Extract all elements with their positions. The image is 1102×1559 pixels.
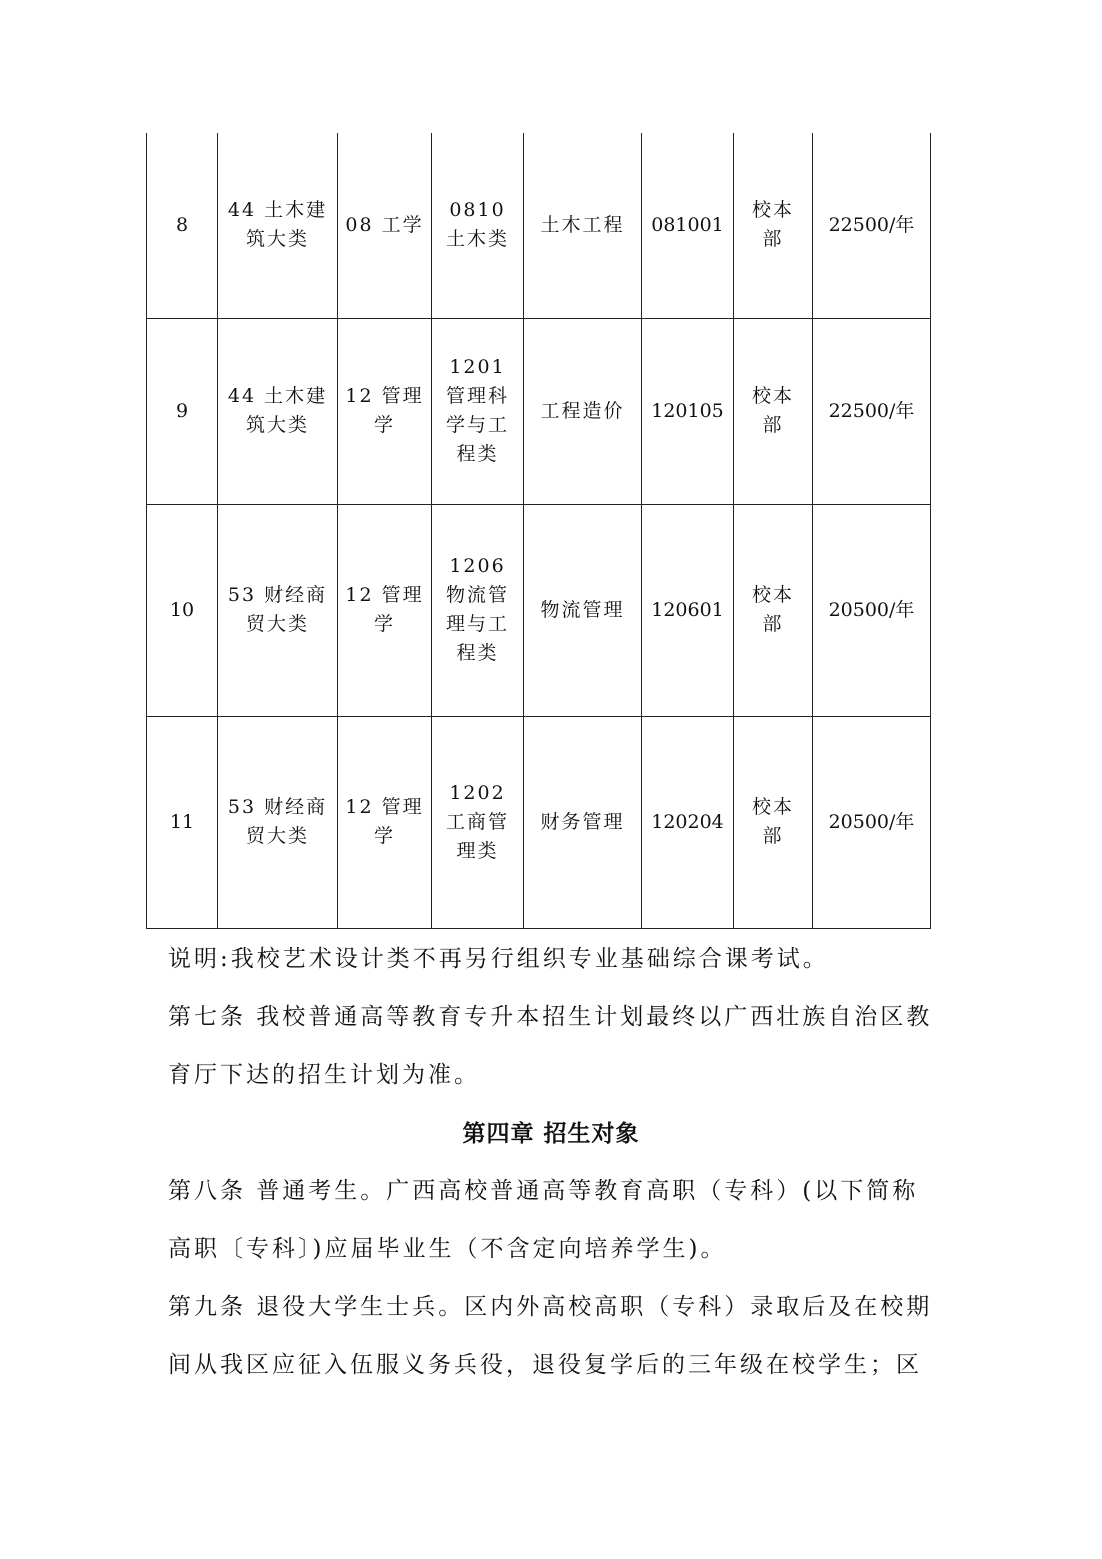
cell-category: 44 土木建 筑大类 bbox=[218, 133, 338, 318]
cell-code: 120601 bbox=[642, 504, 734, 716]
cell-class: 1202 工商管 理类 bbox=[432, 716, 524, 928]
cell-fee: 22500/年 bbox=[813, 318, 931, 504]
cell-discipline: 08 工学 bbox=[338, 133, 432, 318]
cell-category: 44 土木建 筑大类 bbox=[218, 318, 338, 504]
cell-no: 10 bbox=[147, 504, 218, 716]
cell-major: 财务管理 bbox=[524, 716, 642, 928]
article-7-paragraph: 第七条 我校普通高等教育专升本招生计划最终以广西壮族自治区教育厅下达的招生计划为准。 bbox=[168, 1004, 933, 1088]
cell-campus: 校本 部 bbox=[734, 133, 813, 318]
cell-campus: 校本 部 bbox=[734, 716, 813, 928]
cell-category: 53 财经商 贸大类 bbox=[218, 716, 338, 928]
table-row bbox=[147, 504, 931, 716]
cell-no: 8 bbox=[147, 133, 218, 318]
cell-major: 物流管理 bbox=[524, 504, 642, 716]
cell-code: 120105 bbox=[642, 318, 734, 504]
cell-category: 53 财经商 贸大类 bbox=[218, 504, 338, 716]
note-paragraph: 说明:我校艺术设计类不再另行组织专业基础综合课考试。 bbox=[168, 946, 829, 972]
table-row bbox=[147, 716, 931, 928]
cell-class: 0810 土木类 bbox=[432, 133, 524, 318]
cell-major: 工程造价 bbox=[524, 318, 642, 504]
cell-no: 9 bbox=[147, 318, 218, 504]
cell-code: 120204 bbox=[642, 716, 734, 928]
article-9-paragraph: 第九条 退役大学生士兵。区内外高校高职（专科）录取后及在校期间从我区应征入伍服义务兵役，退役复学后的三年级在校学生；区 bbox=[168, 1294, 933, 1378]
chapter-title: 第四章 招生对象 bbox=[462, 1121, 640, 1147]
cell-fee: 22500/年 bbox=[813, 133, 931, 318]
cell-fee: 20500/年 bbox=[813, 504, 931, 716]
cell-discipline: 12 管理 学 bbox=[338, 504, 432, 716]
cell-fee: 20500/年 bbox=[813, 716, 931, 928]
cell-campus: 校本 部 bbox=[734, 318, 813, 504]
cell-code: 081001 bbox=[642, 133, 734, 318]
cell-class: 1206 物流管 理与工 程类 bbox=[432, 504, 524, 716]
admission-plan-table bbox=[146, 133, 931, 929]
cell-discipline: 12 管理 学 bbox=[338, 716, 432, 928]
cell-discipline: 12 管理 学 bbox=[338, 318, 432, 504]
cell-major: 土木工程 bbox=[524, 133, 642, 318]
cell-class: 1201 管理科 学与工 程类 bbox=[432, 318, 524, 504]
cell-no: 11 bbox=[147, 716, 218, 928]
cell-campus: 校本 部 bbox=[734, 504, 813, 716]
table-row bbox=[147, 318, 931, 504]
table-row bbox=[147, 133, 931, 318]
article-8-paragraph: 第八条 普通考生。广西高校普通高等教育高职（专科）(以下简称高职〔专科〕)应届毕业生（不含定向培养学生)。 bbox=[168, 1178, 919, 1262]
